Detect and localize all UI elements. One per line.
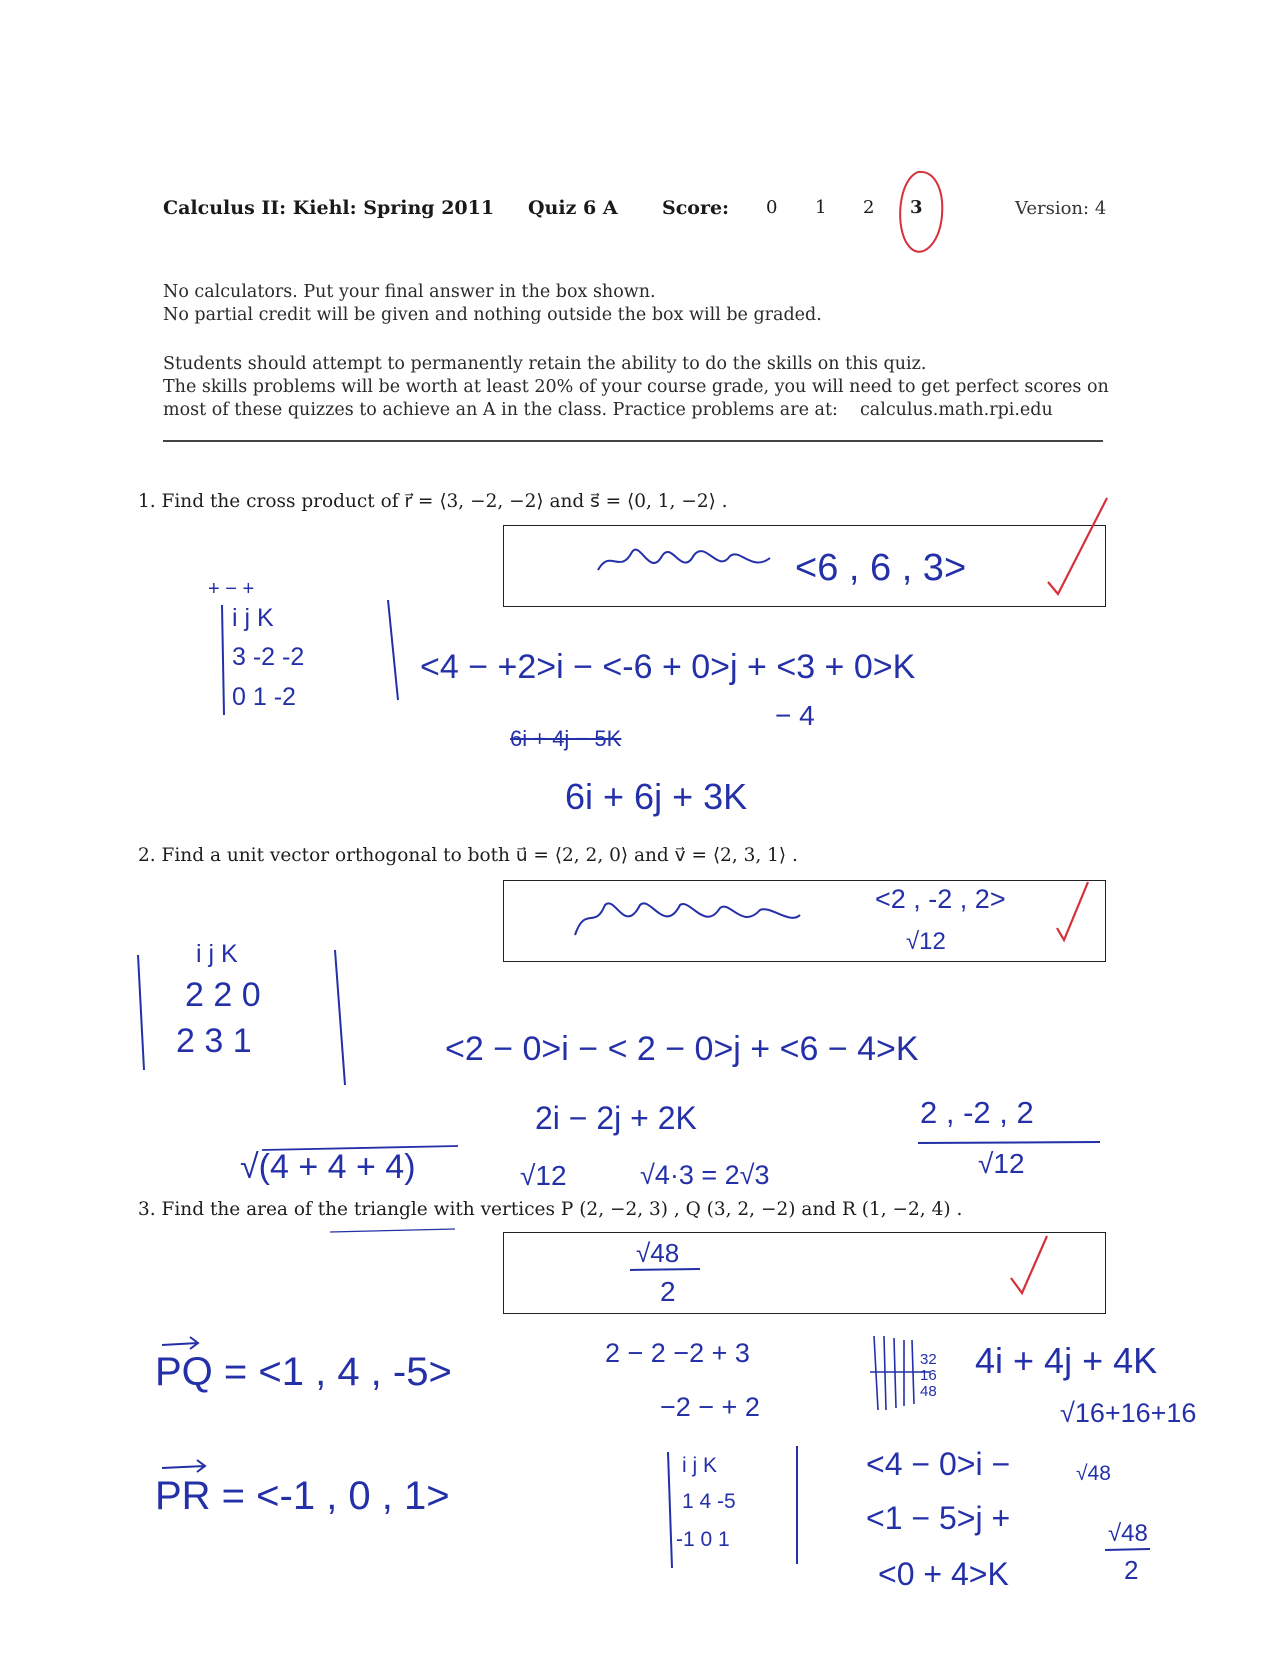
- q3-line-b: <1 − 5>j +: [866, 1500, 1011, 1536]
- version-label: Version: 4: [1015, 198, 1107, 219]
- q3-line-a: <4 − 0>i −: [866, 1446, 1011, 1482]
- q3-answer-fraction-bar: [630, 1269, 700, 1270]
- q2-matrix-row-2: 2 2 0: [185, 976, 261, 1014]
- q1-crossed-out: 6i + 4j − 5K: [510, 726, 622, 751]
- question-text: Find a unit vector orthogonal to both u⃗ = ⟨2, 2, 0⟩ and v⃗ = ⟨2, 3, 1⟩ .: [161, 845, 798, 866]
- q2-simplify: √4·3 = 2√3: [640, 1160, 770, 1190]
- q3-matrix-bar-left: [668, 1452, 672, 1568]
- q3-pen-underline: [330, 1229, 455, 1232]
- q2-expansion: <2 − 0>i − < 2 − 0>j + <6 − 4>K: [445, 1030, 919, 1068]
- instruction-para2-line1: Students should attempt to permanently retain the ability to do the skills on this quiz.: [163, 354, 927, 374]
- scribble-answer-1: [598, 550, 770, 570]
- q3-tally: 32 16 48: [920, 1351, 937, 1400]
- q2-magnitude-result: √12: [520, 1160, 567, 1191]
- quiz-title: Quiz 6 A: [528, 197, 618, 219]
- score-option-2: 2: [863, 197, 875, 218]
- instruction-para2-line3: most of these quizzes to achieve an A in the class. Practice problems are at:: [163, 400, 838, 420]
- q2-matrix-row-1: i j K: [196, 940, 238, 968]
- q1-expansion: <4 − +2>i − <-6 + 0>j + <3 + 0>K: [420, 648, 916, 686]
- q2-components: 2i − 2j + 2K: [535, 1100, 697, 1136]
- q1-result: 6i + 6j + 3K: [565, 776, 748, 817]
- answer-2-numerator: <2 , -2 , 2>: [875, 884, 1006, 914]
- instruction-para2-line2: The skills problems will be worth at least 20% of your course grade, you will need to get perfect scores on: [163, 377, 1109, 397]
- check-mark-2: [1057, 882, 1088, 940]
- q3-cross: 4i + 4j + 4K: [975, 1340, 1158, 1381]
- q3-final-numerator: √48: [1108, 1520, 1148, 1547]
- q2-fraction-bar: [918, 1142, 1100, 1143]
- q2-matrix-bar-right: [335, 950, 345, 1085]
- q1-matrix-row-2: 3 -2 -2: [232, 643, 305, 671]
- question-text: Find the area of the triangle with vertices P (2, −2, 3) , Q (3, 2, −2) and R (1, −2, 4) .: [161, 1199, 963, 1220]
- score-option-3: 3: [910, 197, 923, 218]
- score-option-1: 1: [815, 197, 827, 218]
- q3-sqrt48: √48: [1076, 1462, 1111, 1485]
- scribble-answer-2: [575, 903, 800, 935]
- q3-magnitude: √16+16+16: [1060, 1398, 1197, 1428]
- q3-matrix-row-2: 1 4 -5: [682, 1490, 736, 1513]
- score-circle-mark: [900, 172, 942, 252]
- q1-matrix-row-1: i j K: [232, 604, 274, 632]
- q1-matrix-bar-left: [222, 605, 224, 715]
- question-number: 1.: [138, 491, 156, 512]
- q2-matrix-row-3: 2 3 1: [176, 1022, 252, 1060]
- q2-sqrt-overline: [262, 1146, 458, 1150]
- q3-vector-pr: PR = <-1 , 0 , 1>: [155, 1474, 450, 1518]
- question-number: 3.: [138, 1199, 156, 1220]
- q3-vector-pq: PQ = <1 , 4 , -5>: [155, 1350, 452, 1394]
- instruction-line-1: No calculators. Put your final answer in the box shown.: [163, 282, 656, 302]
- q3-pr-arrow: [162, 1460, 205, 1472]
- q1-matrix-signs: + − +: [208, 578, 255, 600]
- q3-scratch-1: 2 − 2 −2 + 3: [605, 1338, 750, 1368]
- check-mark-3: [1011, 1236, 1047, 1293]
- question-number: 2.: [138, 845, 156, 866]
- course-title: Calculus II: Kiehl: Spring 2011: [163, 197, 495, 219]
- q1-matrix-row-3: 0 1 -2: [232, 683, 296, 711]
- answer-3-numerator: √48: [636, 1238, 680, 1268]
- q3-final-denominator: 2: [1124, 1555, 1139, 1585]
- q2-magnitude: √(4 + 4 + 4): [240, 1148, 416, 1186]
- q3-line-c: <0 + 4>K: [878, 1556, 1009, 1592]
- instruction-line-2: No partial credit will be given and nothing outside the box will be graded.: [163, 305, 822, 325]
- answer-3-denominator: 2: [660, 1276, 676, 1307]
- q3-final-fraction-bar: [1105, 1549, 1150, 1550]
- answer-1-text: <6 , 6 , 3>: [795, 547, 967, 589]
- q1-matrix-bar-right: [388, 600, 398, 700]
- q3-matrix-row-1: i j K: [682, 1454, 718, 1477]
- q2-matrix-bar-left: [138, 955, 144, 1070]
- score-label: Score:: [662, 197, 730, 219]
- q3-tally-scribble: [870, 1336, 930, 1410]
- q3-matrix-row-3: -1 0 1: [676, 1528, 730, 1551]
- q1-note: − 4: [775, 700, 815, 731]
- q2-fraction-numerator: 2 , -2 , 2: [920, 1095, 1034, 1130]
- score-option-0: 0: [766, 197, 778, 218]
- answer-2-denominator: √12: [906, 928, 946, 955]
- question-text: Find the cross product of r⃗ = ⟨3, −2, −2⟩ and s⃗ = ⟨0, 1, −2⟩ .: [161, 491, 728, 512]
- q3-pq-arrow: [162, 1337, 198, 1349]
- practice-url[interactable]: calculus.math.rpi.edu: [860, 400, 1053, 420]
- q3-scratch-2: −2 − + 2: [660, 1392, 760, 1422]
- q2-fraction-denominator: √12: [978, 1148, 1025, 1179]
- check-mark-1: [1048, 498, 1107, 594]
